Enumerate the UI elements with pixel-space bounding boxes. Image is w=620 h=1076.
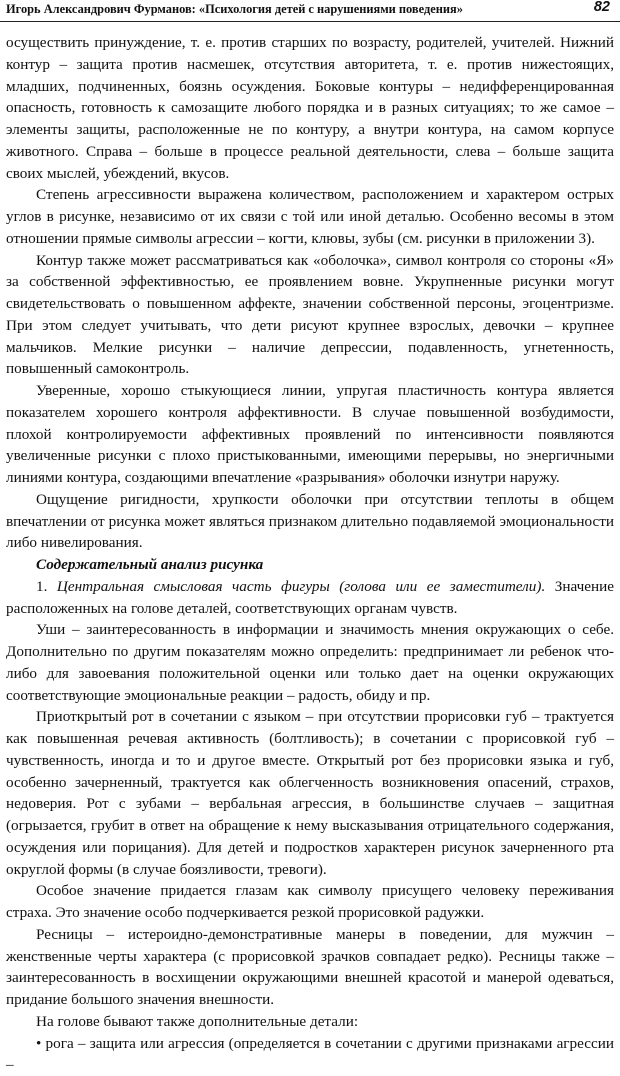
page-header — [0, 0, 620, 22]
paragraph: На голове бывают также дополнительные детали: — [6, 1011, 614, 1033]
paragraph: Особое значение придается глазам как символу присущего человеку переживания страха. Это значение особо подчеркивается резкой прорисовкой радужки. — [6, 880, 614, 924]
item-title: Центральная смысловая часть фигуры (голова или ее заместители). — [57, 578, 545, 595]
paragraph: Ресницы – истероидно-демонстративные манеры в поведении, для мужчин – женственные черты характера (с прорисовкой зрачков совпадает редко). Ресницы также – заинтересованность в восхищении окружающими внешней красотой и манерой одеваться, придание большого значения внешности. — [6, 924, 614, 1011]
paragraph: Приоткрытый рот в сочетании с языком – при отсутствии прорисовки губ – трактуется как повышенная речевая активность (болтливость); в сочетании с прорисовкой губ – чувственность, иногда и то и другое вместе. Открытый рот без прорисовки языка и губ, особенно зачерненный, трактуется как облегченность возникновения опасений, страхов, недоверия. Рот с зубами – вербальная агрессия, в большинстве случаев – защитная (огрызается, грубит в ответ на обращение к нему высказывания отрицательного содержания, осуждения или порицания). Для детей и подростков характерен рисунок зачерненного рта округлой формы (в случае боязливости, тревоги). — [6, 706, 614, 880]
running-title: Игорь Александрович Фурманов: «Психология детей с нарушениями поведения» — [6, 2, 463, 17]
item-number: 1. — [36, 578, 47, 595]
numbered-item — [6, 576, 614, 620]
paragraph: Ощущение ригидности, хрупкости оболочки при отсутствии теплоты в общем впечатлении от рисунка может являться признаком длительно подавляемой эмоциональности либо нивелирования. — [6, 489, 614, 554]
page-number: 82 — [594, 0, 610, 15]
paragraph: Уверенные, хорошо стыкующиеся линии, упругая пластичность контура является показателем хорошего контроля аффективности. В случае повышенной возбудимости, плохой контролируемости аффективных проявлений по интенсивности появляются увеличенные рисунки с плохо пристыкованными, имеющими перерывы, но энергичными линиями контура, создающими впечатление «разрывания» оболочки изнутри наружу. — [6, 380, 614, 489]
body-text — [6, 32, 614, 1076]
paragraph: Степень агрессивности выражена количеством, расположением и характером острых углов в рисунке, независимо от их связи с той или иной деталью. Особенно весомы в этом отношении прямые символы агрессии – когти, клювы, зубы (см. рисунки в приложении 3). — [6, 184, 614, 249]
paragraph: Контур также может рассматриваться как «оболочка», символ контроля со стороны «Я» за собственной эффективностью, ее проявлением вовне. Укрупненные рисунки могут свидетельствовать о повышенном аффекте, значении собственной персоны, эгоцентризме. При этом следует учитывать, что дети рисуют крупнее взрослых, девочки – крупнее мальчиков. Мелкие рисунки – наличие депрессии, подавленность, угнетенность, повышенный самоконтроль. — [6, 250, 614, 381]
header-rule — [0, 21, 620, 22]
paragraph: осуществить принуждение, т. е. против старших по возрасту, родителей, учителей. Нижний контур – защита против насмешек, отсутствия авторитета, т. е. против нижестоящих, младших, подчиненных, боязнь осуждения. Боковые контуры – недифференцированная опасность, готовность к самозащите любого порядка и в разных ситуациях; то же самое – элементы защиты, расположенные не по контуру, а внутри контура, на самом корпусе животного. Справа – больше в процессе реальной деятельности, слева – больше защита своих мыслей, убеждений, вкусов. — [6, 32, 614, 184]
paragraph: Уши – заинтересованность в информации и значимость мнения окружающих о себе. Дополнительно по другим показателям можно определить: предпринимает ли ребенок что-либо для завоевания положительной оценки или только дает на оценки окружающих соответствующие эмоциональные реакции – радость, обиду и пр. — [6, 619, 614, 706]
bullet-item: • рога – защита или агрессия (определяется в сочетании с другими признаками агрессии – — [6, 1033, 614, 1076]
section-subheading: Содержательный анализ рисунка — [6, 554, 614, 576]
item-text: Значение расположенных на голове деталей, соответствующих органам чувств. — [6, 578, 614, 617]
